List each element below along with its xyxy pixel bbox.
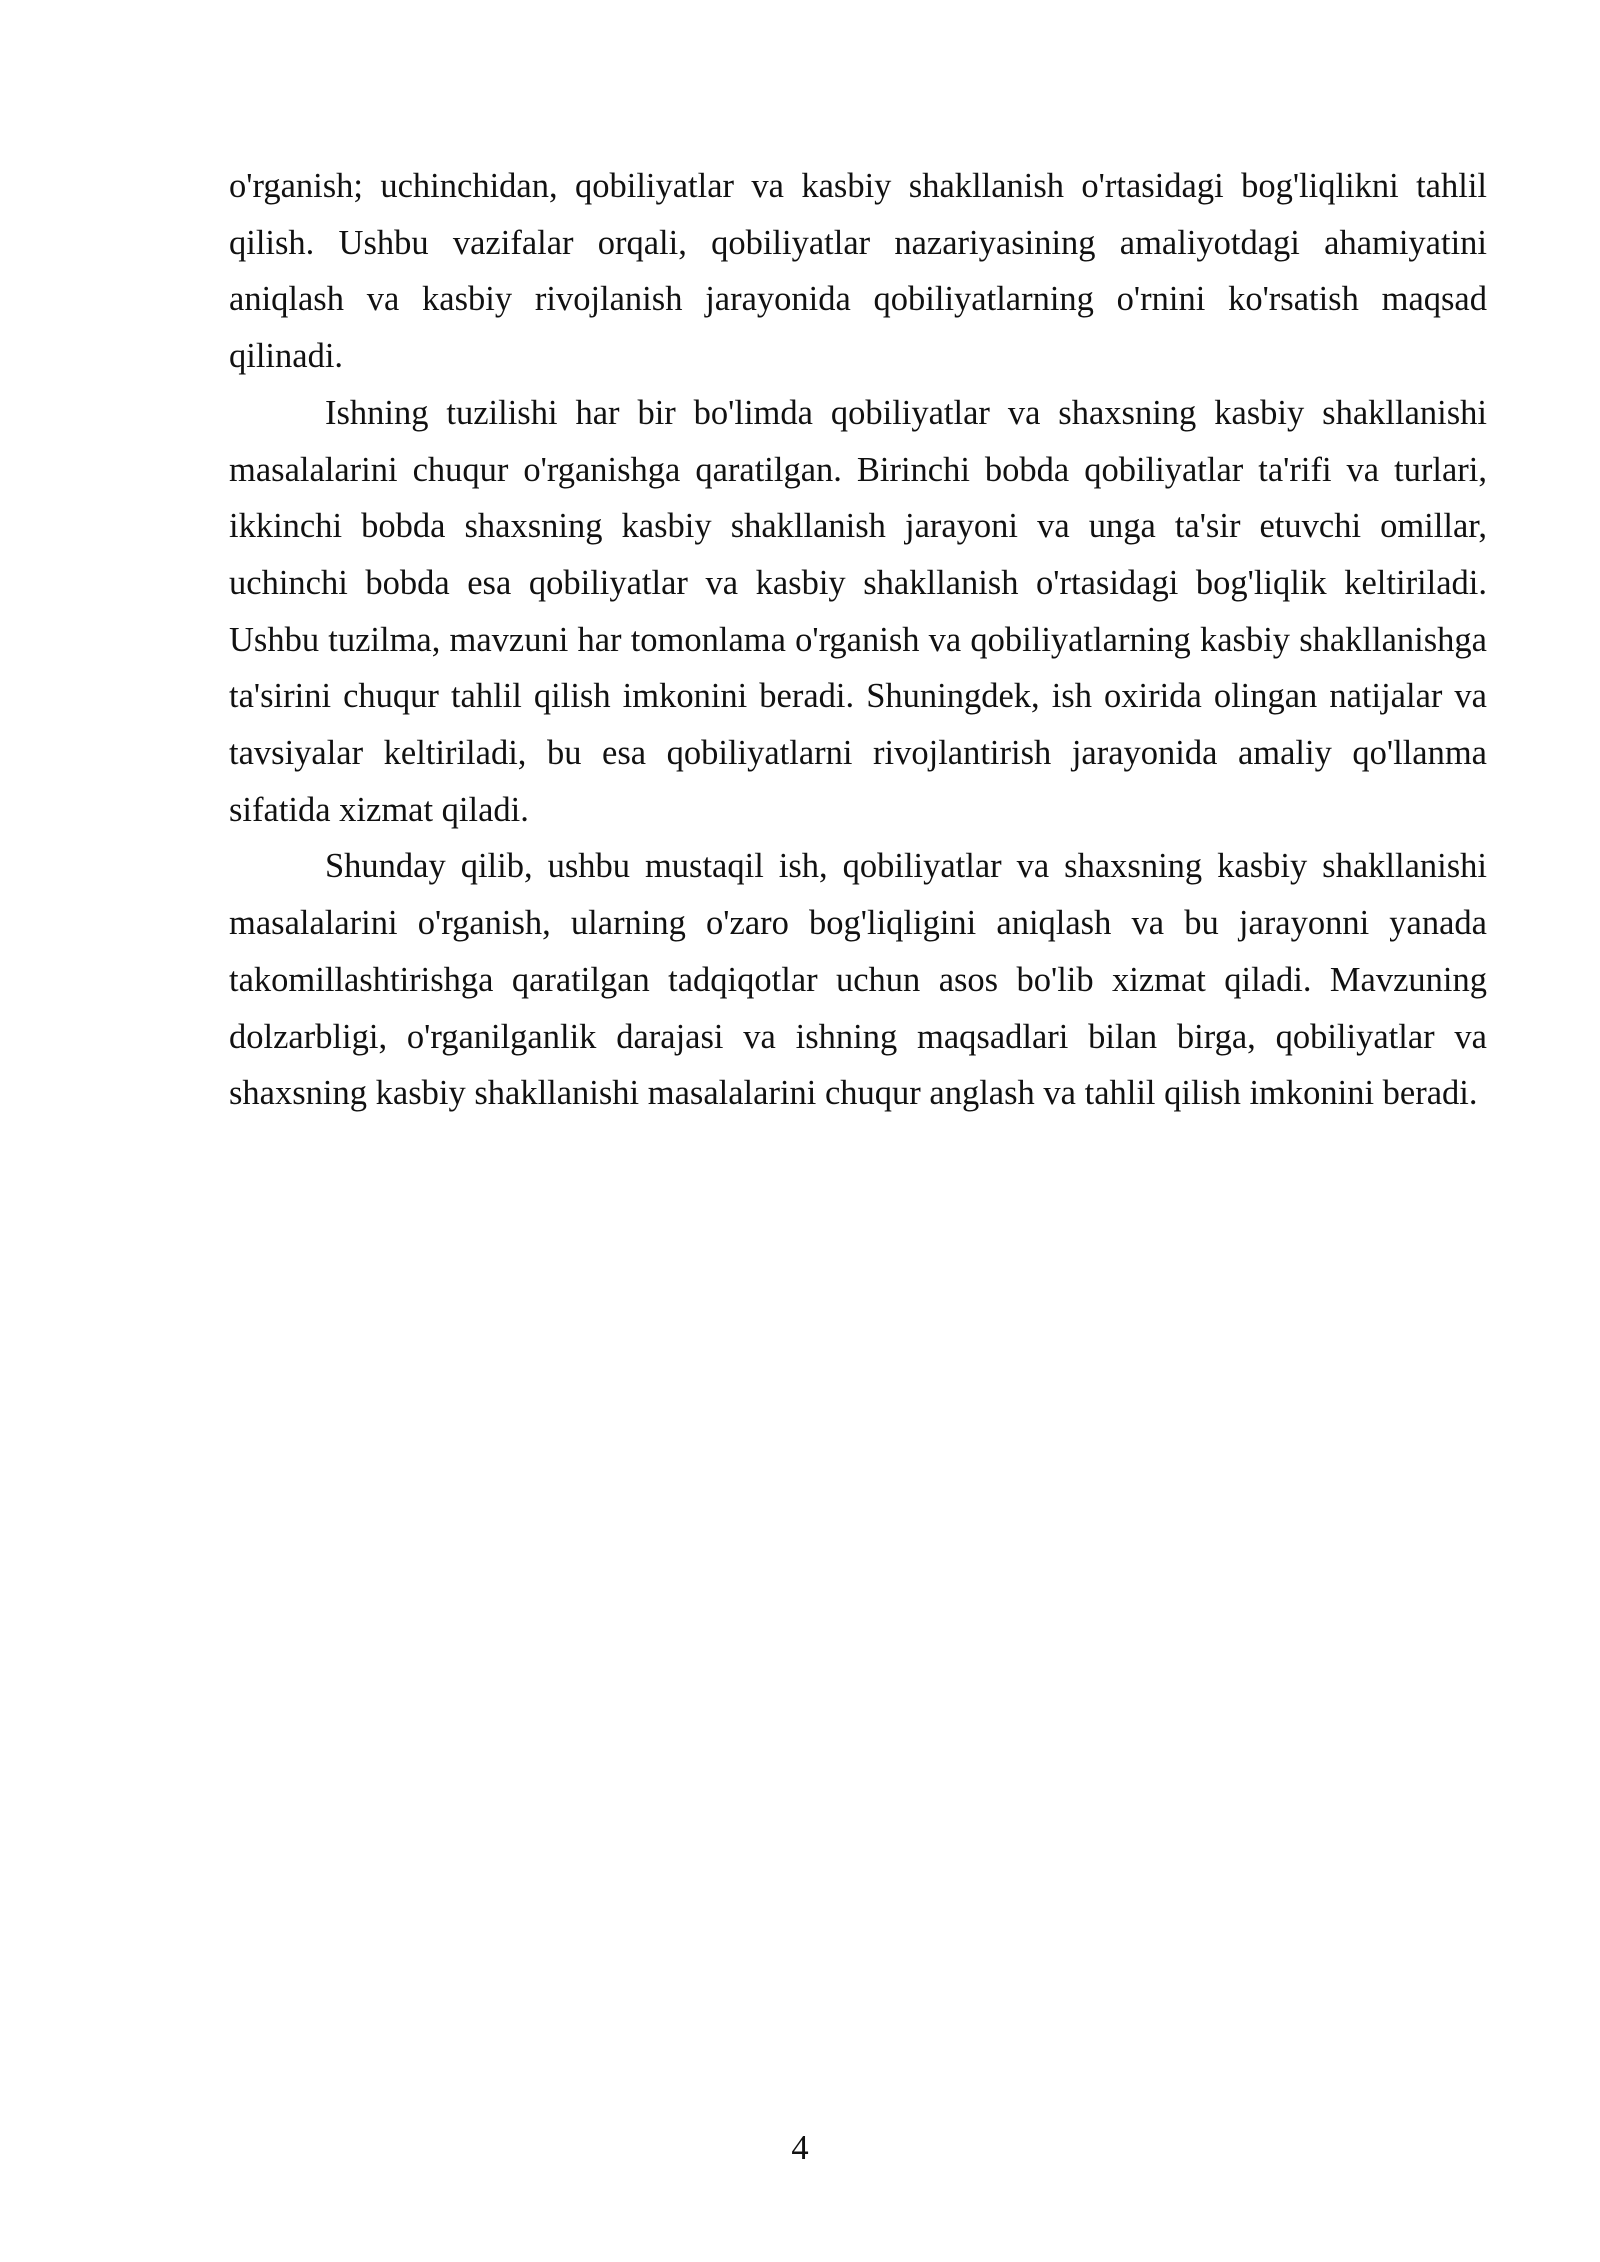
paragraph-continuation: o'rganish; uchinchidan, qobiliyatlar va kasbiy shakllanish o'rtasidagi bog'liqlikni tahlil qilish. Ushbu vazifalar orqali, qobiliyatlar nazariyasining amaliyotdagi ahamiyatini aniqlash va kasbiy rivojlanish jarayonida qobiliyatlarning o'rnini ko'rsatish maqsad qilinadi. xyxy=(229,167,1487,376)
paragraph-conclusion: Shunday qilib, ushbu mustaqil ish, qobiliyatlar va shaxsning kasbiy shakllanishi masalalarini o'rganish, ularning o'zaro bog'liqligini aniqlash va bu jarayonni yanada takomillashtirishga qaratilgan tadqiqotlar uchun asos bo'lib xizmat qiladi. Mavzuning dolzarbligi, o'rganilganlik darajasi va ishning maqsadlari bilan birga, qobiliyatlar va shaxsning kasbiy shakllanishi masalalarini chuqur anglash va tahlil qilish imkonini beradi. xyxy=(229,847,1487,1113)
paragraph-work-structure: Ishning tuzilishi har bir bo'limda qobiliyatlar va shaxsning kasbiy shakllanishi masalalarini chuqur o'rganishga qaratilgan. Birinchi bobda qobiliyatlar ta'rifi va turlari, ikkinchi bobda shaxsning kasbiy shakllanish jarayoni va unga ta'sir etuvchi omillar, uchinchi bobda esa qobiliyatlar va kasbiy shakllanish o'rtasidagi bog'liqlik keltiriladi. Ushbu tuzilma, mavzuni har tomonlama o'rganish va qobiliyatlarning kasbiy shakllanishga ta'sirini chuqur tahlil qilish imkonini beradi. Shuningdek, ish oxirida olingan natijalar va tavsiyalar keltiriladi, bu esa qobiliyatlarni rivojlantirish jarayonida amaliy qo'llanma sifatida xizmat qiladi. xyxy=(229,393,1487,829)
page-body xyxy=(229,158,1487,1122)
page-number: 4 xyxy=(791,2129,809,2167)
